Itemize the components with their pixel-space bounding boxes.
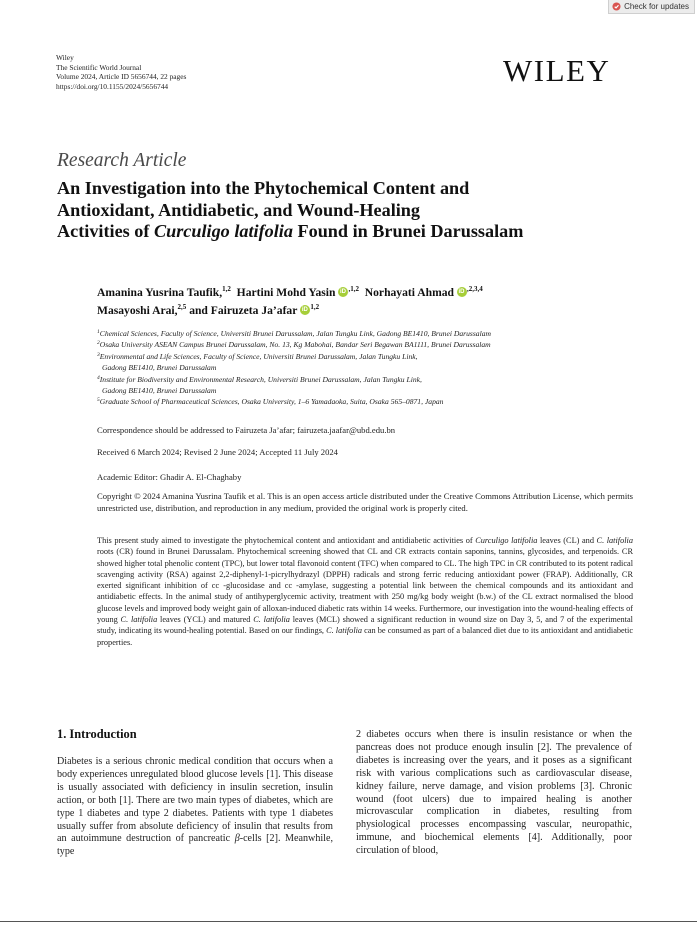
author-name: Amanina Yusrina Taufik,	[97, 286, 223, 299]
affiliation	[97, 328, 637, 339]
orcid-icon[interactable]	[457, 287, 467, 297]
body-column-left	[57, 756, 333, 859]
academic-editor: Academic Editor: Ghadir A. El-Chaghaby	[97, 472, 242, 482]
affiliation	[97, 339, 637, 350]
title-species: Curculigo latifolia	[153, 221, 293, 241]
author	[365, 286, 483, 299]
author-name: and Fairuzeta Ja’afar	[189, 303, 298, 317]
volume-info: Volume 2024, Article ID 5656744, 22 pages	[56, 72, 187, 82]
author	[237, 286, 359, 299]
footer-divider	[0, 921, 697, 922]
abstract	[97, 535, 633, 648]
author-affiliation-marker: ,1,2	[348, 285, 359, 293]
title-text: Found in Brunei Darussalam	[292, 221, 524, 241]
section-heading: 1. Introduction	[57, 727, 137, 741]
abstract-text: leaves (CL) and	[537, 536, 597, 545]
check-for-updates-button[interactable]	[608, 0, 695, 14]
abstract-text: can be consumed as part of a balanced diet due to its antioxidant and antidiabetic properties.	[97, 626, 633, 647]
affiliation-number: 4	[97, 374, 100, 381]
affiliation-text: Chemical Sciences, Faculty of Science, Universiti Brunei Darussalam, Jalan Tungku Link, Gadong BE1410, Brunei Darussalam	[99, 329, 491, 338]
correspondence: Correspondence should be addressed to Fairuzeta Ja’afar; fairuzeta.jaafar@ubd.edu.bn	[97, 425, 396, 435]
affiliation-text: Graduate School of Pharmaceutical Sciences, Osaka University, 1–6 Yamadaoka, Suita, Osaka 565–0871, Japan	[99, 397, 444, 407]
doi-link[interactable]: https://doi.org/10.1155/2024/5656744	[56, 81, 169, 91]
affiliation-continuation: Gadong BE1410, Brunei Darussalam	[102, 363, 217, 373]
abstract-species: Curculigo latifolia	[475, 536, 538, 545]
body-text: -cells [2]. Meanwhile, type	[57, 833, 333, 858]
author-affiliation-marker: 1,2	[310, 302, 320, 311]
author	[97, 304, 186, 317]
check-updates-label: Check for updates	[624, 2, 689, 11]
article-type: Research Article	[57, 150, 187, 171]
author	[189, 304, 319, 317]
abstract-species: C. latifolia	[326, 626, 363, 636]
body-symbol: β	[234, 833, 240, 845]
affiliation	[97, 351, 637, 362]
publication-dates: Received 6 March 2024; Revised 2 June 2024; Accepted 11 July 2024	[97, 447, 338, 457]
author-affiliation-marker: 1,2	[222, 285, 231, 293]
author-affiliation-marker: 2,5	[177, 302, 187, 311]
affiliation-continuation: Gadong BE1410, Brunei Darussalam	[102, 386, 217, 396]
orcid-icon[interactable]	[300, 305, 310, 315]
affiliation-number: 5	[97, 397, 100, 404]
author-name: Hartini Mohd Yasin	[236, 286, 336, 299]
author-affiliation-marker: ,2,3,4	[466, 285, 483, 293]
abstract-text: leaves (YCL) and matured	[157, 615, 254, 625]
publisher-name: Wiley	[56, 53, 74, 62]
title-text: Activities of	[57, 221, 154, 241]
author-name: Norhayati Ahmad	[364, 286, 454, 299]
orcid-icon[interactable]	[338, 287, 348, 297]
abstract-text: roots (CR) found in Brunei Darussalam. Phytochemical screening showed that CL and CR extracts contain saponins, tannins, glycosides, and terpenoids. CR showed higher total phenolic content (TPC), but lower total flavonoid content (TFC) when compared to CL. The high TPC in CR contributed to its potent radical scavenging activity (RSA) against 2,2-diphenyl-1-picrylhydrazyl (DPPH) radicals and strong ferric reducing antioxidant power (FRAP). Additionally, CR exerted significant inhibition of cc -glucosidase and cc -amylase, suggesting a potential link between the chemical compounds and its antioxidant and antidiabetic effects. In the animal study of antihyperglycemic activity, treatment with 250 mg/kg body weight (b.w.) of the CL extract normalised the blood glucose levels and improved body weight gain of alloxan-induced diabetic rats within 14 weeks. Furthermore, our investigation into the wound-healing effects of young	[97, 547, 633, 625]
affiliation-text: Institute for Biodiversity and Environmental Research, Universiti Brunei Darussalam, Jalan Tungku Link,	[99, 374, 422, 384]
author	[97, 286, 231, 299]
check-updates-icon	[612, 2, 621, 11]
title-line: An Investigation into the Phytochemical Content and	[57, 178, 470, 198]
author-name: Masayoshi Arai,	[97, 303, 178, 317]
copyright-notice: Copyright © 2024 Amanina Yusrina Taufik et al. This is an open access article distributed under the Creative Commons Attribution License, which permits unrestricted use, distribution, and reproduction in any medium, provided the original work is properly cited.	[97, 491, 633, 513]
abstract-text: This present study aimed to investigate the phytochemical content and antioxidant and antidiabetic activities of	[97, 536, 476, 545]
author-list	[97, 284, 597, 319]
journal-name: The Scientific World Journal	[56, 62, 142, 72]
affiliations	[97, 328, 637, 408]
abstract-species: C. latifolia	[596, 536, 634, 545]
publisher-logo: WILEY	[503, 53, 611, 88]
affiliation	[97, 374, 637, 385]
journal-meta	[56, 53, 186, 91]
affiliation-number: 3	[97, 351, 100, 358]
title-line	[57, 221, 657, 243]
affiliation-text: Environmental and Life Sciences, Faculty of Science, Universiti Brunei Darussalam, Jalan Tungku Link,	[99, 351, 418, 361]
abstract-text: leaves (MCL) showed a significant reduction in wound size on Day 3, 5, and 7 of the experimental study, indicating its wound-healing potential. Based on our findings,	[97, 615, 633, 636]
abstract-species: C. latifolia	[253, 615, 290, 625]
affiliation-number: 1	[97, 329, 100, 335]
affiliation-text: Osaka University ASEAN Campus Brunei Darussalam, No. 13, Kg Mabohai, Bandar Seri Begawan BA1111, Brunei Darussalam	[99, 340, 491, 350]
body-column-right: 2 diabetes occurs when there is insulin resistance or when the pancreas does not produce enough insulin [2]. The prevalence of diabetes is increasing over the years, and it poses as a significant risk with various complications such as cardiovascular disease, kidney failure, nerve damage, and vision problems [3]. Chronic wound (foot ulcers) due to impaired healing is another microvascular complication in diabetes, resulting from physiological processes encompassing vascular, neuropathic, immune, and biochemical elements [4]. Additionally, poor circulation of blood,	[356, 729, 632, 857]
title-line: Antioxidant, Antidiabetic, and Wound-Healing	[57, 199, 421, 220]
abstract-species: C. latifolia	[120, 615, 158, 625]
body-text: Diabetes is a serious chronic medical condition that occurs when a body experiences unregulated blood glucose levels [1]. This disease is usually associated with deficiency in insulin secretion, insulin action, or both [1]. There are two main types of diabetes, which are type 1 diabetes and type 2 diabetes. Patients with type 1 diabetes usually suffer from absolute deficiency of insulin that results from an autoimmune destruction of pancreatic	[57, 756, 333, 845]
article-title	[57, 178, 657, 243]
affiliation	[97, 396, 637, 407]
affiliation-number: 2	[97, 340, 100, 347]
